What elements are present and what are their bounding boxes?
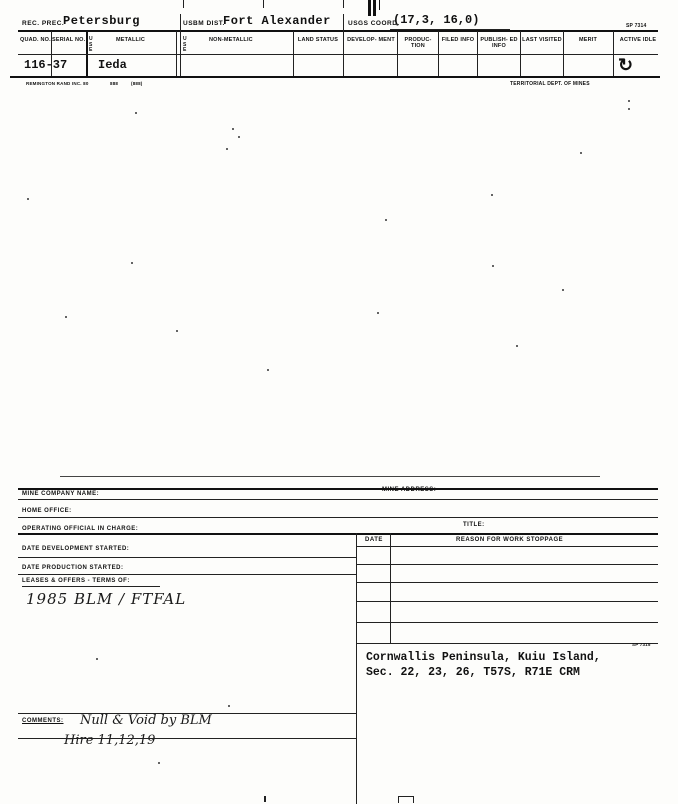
date-development-label: DATE DEVELOPMENT STARTED: [22, 546, 130, 552]
registration-mark [264, 796, 266, 802]
active-idle-mark: ↻ [618, 55, 634, 75]
title-label: TITLE: [463, 522, 485, 528]
serial-value: Ieda [98, 58, 127, 72]
row-divider [18, 54, 658, 55]
tick-mark [183, 0, 184, 8]
form-number: SP 7314 [626, 23, 647, 29]
printer-code: 888 [110, 81, 119, 86]
column-divider [180, 14, 181, 78]
operating-official-label: OPERATING OFFICIAL IN CHARGE: [22, 526, 139, 532]
printer-line: REMINGTON RAND INC. 80 [26, 81, 89, 86]
col-development: DEVELOP- MENT [347, 37, 395, 43]
location-line-1: Cornwallis Peninsula, Kuiu Island, [366, 651, 601, 664]
col-quad: QUAD. NO. [20, 37, 51, 43]
col-nonmetallic: NON-METALLIC [209, 37, 253, 43]
underline [390, 29, 510, 30]
row-divider [10, 76, 660, 78]
usgs-coord-value: (17,3, 16,0) [393, 13, 480, 27]
table-row [356, 546, 658, 547]
registration-mark [368, 0, 371, 16]
col-metallic: METALLIC [116, 37, 145, 43]
u-s-letters-nonmetallic: U S E [183, 36, 187, 53]
usgs-dist-label: USBM DIST. [183, 20, 225, 27]
row-divider [18, 557, 356, 558]
agency-name: TERRITORIAL DEPT. OF MINES [510, 81, 590, 87]
leases-label: LEASES & OFFERS - TERMS OF: [22, 578, 130, 584]
registration-mark [373, 0, 376, 16]
usgs-coord-label: USGS COORD. [348, 20, 400, 27]
col-merit: MERIT [578, 37, 598, 43]
col-serial: SERIAL NO. [52, 37, 86, 43]
printer-code: (888) [131, 81, 143, 86]
col-filed-info: FILED INFO [441, 37, 475, 43]
usgs-dist-value: Fort Alexander [223, 14, 331, 28]
registration-mark [398, 796, 414, 803]
row-divider [18, 488, 658, 490]
row-divider [18, 499, 658, 500]
table-divider [356, 533, 357, 804]
col-last-visited: LAST VISITED [522, 37, 562, 43]
col-production: PRODUC- TION [404, 37, 432, 49]
col-land-status: LAND STATUS [297, 37, 339, 43]
comments-line-1: Null & Void by BLM [80, 713, 212, 728]
comments-label: COMMENTS: [22, 718, 64, 724]
row-divider [18, 574, 356, 575]
form-number-lower: SP 7315 [632, 642, 651, 647]
tick-mark [343, 0, 344, 8]
table-row [356, 622, 658, 623]
table-divider [390, 533, 391, 643]
underline [22, 586, 160, 587]
mine-company-name-label: MINE COMPANY NAME: [22, 491, 100, 497]
mine-address-label: MINE ADDRESS: [382, 487, 437, 493]
date-column-header: DATE [365, 537, 383, 543]
table-row [356, 601, 658, 602]
table-row [356, 643, 658, 644]
table-row [356, 582, 658, 583]
comments-line-2: Hire 11,12,19 [64, 733, 156, 748]
table-row [356, 564, 658, 565]
home-office-label: HOME OFFICE: [22, 508, 72, 514]
row-divider [18, 533, 658, 535]
column-divider [343, 14, 344, 78]
reason-column-header: REASON FOR WORK STOPPAGE [456, 537, 564, 543]
u-s-letters-metallic: U S E [89, 36, 93, 53]
date-production-label: DATE PRODUCTION STARTED: [22, 565, 124, 571]
leases-value: 1985 BLM / FTFAL [26, 590, 187, 608]
row-divider [18, 738, 356, 739]
row-divider [18, 30, 658, 32]
location-line-2: Sec. 22, 23, 26, T57S, R71E CRM [366, 666, 580, 679]
registration-mark [379, 0, 380, 10]
rec-prec-label: REC. PREC. [22, 20, 65, 27]
row-divider [18, 517, 658, 518]
tick-mark [263, 0, 264, 8]
col-published-info: PUBLISH- ED INFO [480, 37, 518, 49]
rec-prec-value: Petersburg [63, 14, 141, 28]
card-edge [60, 476, 600, 477]
col-active-idle: ACTIVE IDLE [619, 37, 657, 43]
quad-value: 116-37 [24, 58, 68, 72]
